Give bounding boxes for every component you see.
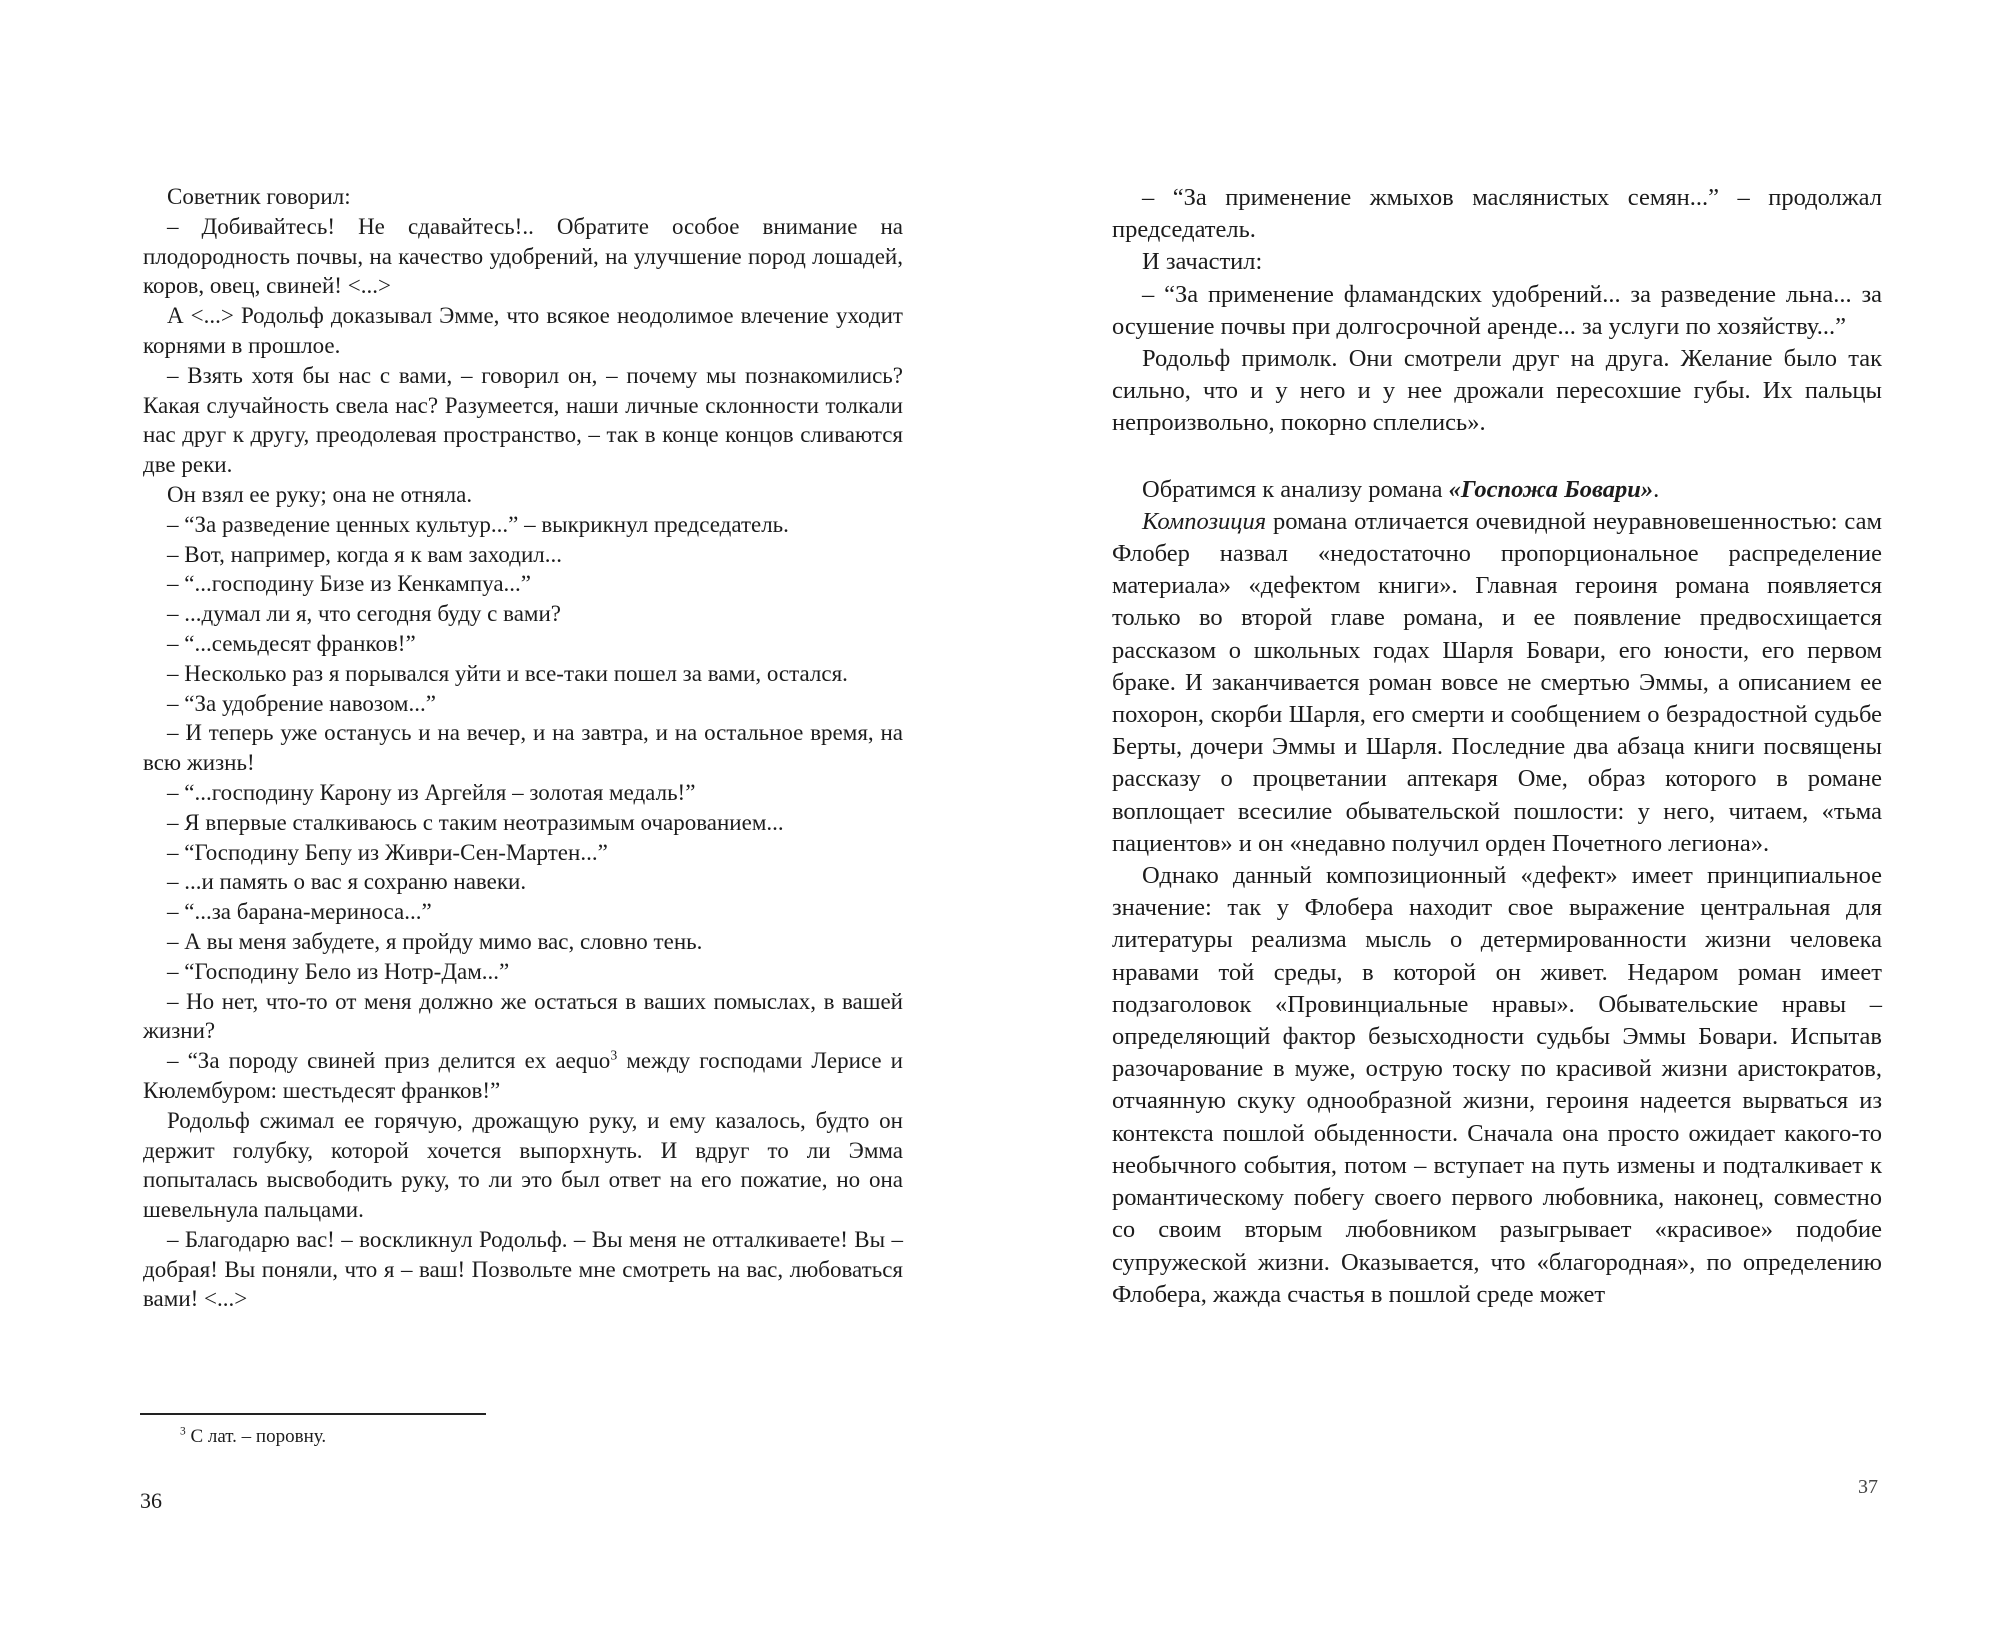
paragraph-text: – “За породу свиней приз делится ex aequo — [167, 1048, 611, 1074]
footnote-mark: 3 — [180, 1425, 186, 1438]
paragraph: – ...и память о вас я сохраню навеки. — [167, 869, 527, 895]
paragraph: А <...> Родольф доказывал Эмме, что всякое неодолимое влечение уходит корнями в прошлое. — [143, 303, 903, 358]
paragraph-text: между господами Лерисе и Кюлембуром: шестьдесят франков!” — [143, 1048, 903, 1103]
right-page — [1000, 0, 2000, 1637]
paragraph-text: . — [1653, 475, 1660, 503]
paragraph: Родольф сжимал ее горячую, дрожащую руку, и ему казалось, будто он держит голубку, которой хочется выпорхнуть. И вдруг то ли Эмма попыталась высвободить руку, то ли это был ответ на его пожатие, но она шевельнула пальцами. — [143, 1107, 903, 1223]
paragraph: – “За применение жмыхов маслянистых семян...” – продолжал председатель. — [1112, 184, 1882, 244]
paragraph: И зачастил: — [1142, 248, 1263, 276]
page-number: 36 — [140, 1488, 162, 1513]
paragraph: – Взять хотя бы нас с вами, – говорил он, – почему мы познакомились? Какая случайность свела нас? Разумеется, наши личные склонности толкали нас друг к другу, преодолевая пространство, – так в конце концов сливаются две реки. — [143, 362, 903, 478]
paragraph-text: Обратимся к анализу романа — [1142, 475, 1449, 503]
paragraph-with-footnote-ref — [143, 1046, 903, 1106]
paragraph: Он взял ее руку; она не отняла. — [167, 481, 473, 507]
footnote-divider — [140, 1413, 486, 1415]
paragraph: – А вы меня забудете, я пройду мимо вас, словно тень. — [167, 928, 703, 954]
paragraph-text: романа отличается очевидной неуравновешенностью: сам Флобер назвал «недостаточно пропорциональное распределение материала» «дефектом книги». Главная героиня романа появляется только во второй главе романа, и ее появление предвосхищается рассказом о школьных годах Шарля Бовари, его юности, его первом браке. И заканчивается роман вовсе не смертью Эммы, а описанием ее похорон, скорби Шарля, его смерти и сообщением о безрадостной судьбе Берты, дочери Эммы и Шарля. Последние два абзаца книги посвящены рассказу о процветании аптекаря Оме, образ которого в романе воплощает всесилие обывательской пошлости: у него, читаем, «тьма пациентов» и он «недавно получил орден Почетного легиона». — [1112, 507, 1882, 857]
novel-title: «Госпожа Бовари» — [1448, 475, 1654, 503]
paragraph: – “...семьдесят франков!” — [167, 630, 416, 656]
analysis-intro — [1112, 474, 1882, 506]
left-page-text — [143, 182, 903, 1314]
paragraph: – Несколько раз я порывался уйти и все-таки пошел за вами, остался. — [167, 660, 848, 686]
paragraph: – “...за барана-мериноса...” — [167, 899, 432, 925]
paragraph: – “...господину Карону из Аргейля – золотая медаль!” — [167, 779, 696, 805]
composition-paragraph — [1112, 506, 1882, 860]
paragraph: – “За удобрение навозом...” — [167, 690, 436, 716]
paragraph: – Но нет, что-то от меня должно же остаться в ваших помыслах, в вашей жизни? — [143, 988, 903, 1044]
footnote-text: С лат. – поровну. — [185, 1426, 327, 1447]
paragraph: – Благодарю вас! – воскликнул Родольф. – Вы меня не отталкиваете! Вы – добрая! Вы поняли, что я – ваш! Позвольте мне смотреть на вас, любоваться вами! <...> — [143, 1226, 903, 1312]
paragraph: – Вот, например, когда я к вам заходил... — [167, 541, 562, 567]
paragraph: Однако данный композиционный «дефект» имеет принципиальное значение: так у Флобера находит свое выражение центральная для литературы реализма мысль о детермированности жизни человека нравами той среды, в которой он живет. Недаром роман имеет подзаголовок «Провинциальные нравы». Обывательские нравы – определяющий фактор безысходности судьбы Эммы Бовари. Испытав разочарование в муже, острую тоску по красивой жизни аристократов, отчаянную скуку однообразной жизни, героиня надеется вырваться из контекста пошлой обыденности. Сначала она просто ожидает какого-то необычного события, потом – вступает на путь измены и подталкивает к романтическому побегу своего первого любовника, наконец, совместно со своим вторым любовником разыгрывает «красивое» подобие супружеской жизни. Оказывается, что «благородная», по определению Флобера, жажда счастья в пошлой среде может — [1112, 862, 1882, 1308]
paragraph: Родольф примолк. Они смотрели друг на друга. Желание было так сильно, что и у него и у нее дрожали пересохшие губы. Их пальцы непроизвольно, покорно сплелись». — [1112, 345, 1882, 437]
footnote — [180, 1425, 326, 1449]
term-composition: Композиция — [1142, 507, 1267, 535]
paragraph-gap — [1112, 440, 1882, 474]
paragraph: – “...господину Бизе из Кенкампуа...” — [167, 571, 532, 597]
paragraph: – “Господину Бело из Нотр-Дам...” — [167, 958, 510, 984]
paragraph: – “За разведение ценных культур...” – выкрикнул председатель. — [167, 511, 789, 537]
paragraph: Советник говорил: — [167, 184, 351, 209]
paragraph: – И теперь уже останусь и на вечер, и на завтра, и на остальное время, на всю жизнь! — [143, 720, 903, 776]
paragraph: – ...думал ли я, что сегодня буду с вами? — [167, 601, 561, 627]
paragraph: – “Господину Бепу из Живри-Сен-Мартен...” — [167, 839, 608, 865]
paragraph: – “За применение фламандских удобрений... за разведение льна... за осушение почвы при долгосрочной аренде... за услуги по хозяйству...” — [1112, 280, 1882, 340]
page-number: 37 — [1858, 1476, 1878, 1498]
footnote-reference: 3 — [610, 1047, 618, 1063]
paragraph: – Добивайтесь! Не сдавайтесь!.. Обратите особое внимание на плодородность почвы, на качество удобрений, на улучшение пород лошадей, коров, овец, свиней! <...> — [143, 213, 903, 299]
right-page-text — [1112, 182, 1882, 1311]
paragraph: – Я впервые сталкиваюсь с таким неотразимым очарованием... — [167, 809, 784, 835]
